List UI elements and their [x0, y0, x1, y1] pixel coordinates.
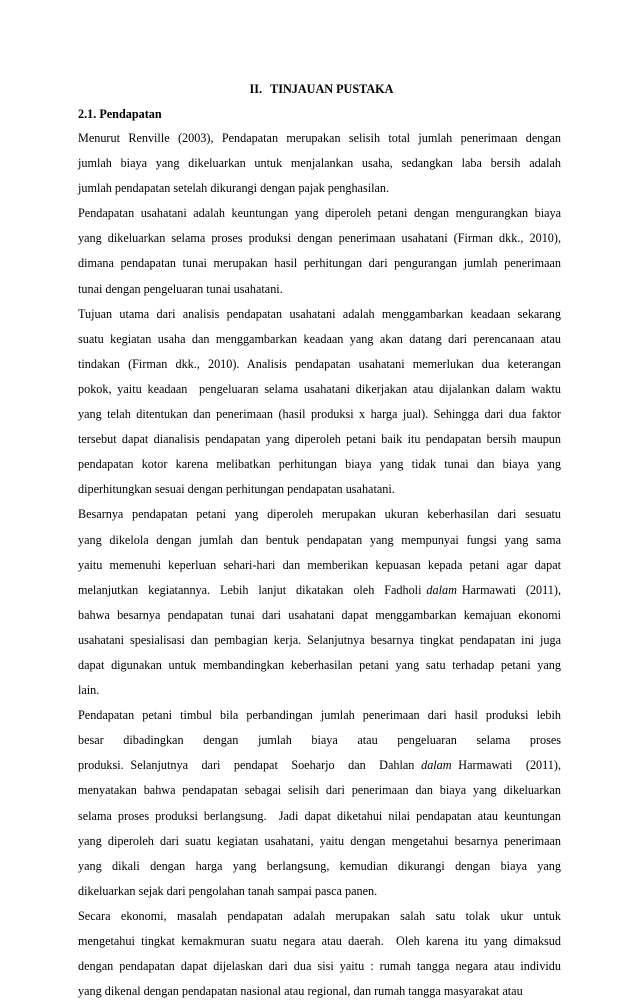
text-segment: tersebut dapat dianalisis pendapatan yang diperoleh petani baik itu pendapatan bersih maupun: [78, 432, 561, 447]
text-line: [78, 201, 561, 226]
text-segment: dapat digunakan untuk membandingkan keberhasilan petani yang satu terhadap petani yang: [78, 657, 561, 672]
text-line: [78, 929, 561, 954]
text-line: [78, 703, 561, 728]
text-segment: dikeluarkan sejak dari pengolahan tanah sampai pasca panen.: [78, 883, 378, 898]
text-segment: melanjutkan kegiatannya. Lebih lanjut dikatakan oleh Fadholi: [78, 582, 427, 597]
text-segment: yang dikelola dengan jumlah dan bentuk pendapatan yang mempunyai fungsi yang sama: [78, 532, 561, 547]
document-page: [78, 76, 561, 1004]
text-line: [78, 302, 561, 327]
text-line: [78, 176, 561, 201]
chapter-number: II.: [249, 82, 263, 96]
text-segment: besar dibadingkan dengan jumlah biaya atau pengeluaran selama proses: [78, 733, 561, 748]
text-segment: tunai dengan pengeluaran tunai usahatani.: [78, 281, 283, 296]
text-segment: jumlah pendapatan setelah dikurangi dengan pajak penghasilan.: [78, 181, 390, 196]
text-segment: yang dikali dengan harga yang berlangsung, kemudian dikurangi dengan biaya yang: [78, 858, 561, 873]
text-line: [78, 904, 561, 929]
paragraph: [78, 302, 561, 503]
text-line: [78, 804, 561, 829]
text-segment: yang diperoleh dari suatu kegiatan usahatani, yaitu dengan mengetahui besarnya penerimaan: [78, 833, 561, 848]
text-line: [78, 427, 561, 452]
text-segment: Secara ekonomi, masalah pendapatan adalah merupakan salah satu tolak ukur untuk: [78, 908, 561, 923]
text-line: [78, 126, 561, 151]
text-segment: jumlah biaya yang dikeluarkan untuk menjalankan usaha, sedangkan laba bersih adalah: [78, 156, 561, 171]
text-line: [78, 251, 561, 276]
text-segment: tindakan (Firman dkk., 2010). Analisis pendapatan usahatani memerlukan dua keterangan: [78, 356, 561, 371]
text-line: [78, 327, 561, 352]
text-segment: Pendapatan petani timbul bila perbandingan jumlah penerimaan dari hasil produksi lebih: [78, 708, 561, 723]
text-segment: yaitu memenuhi keperluan sehari-hari dan memberikan kepuasan kepada petani agar dapat: [78, 557, 561, 572]
chapter-title-text: TINJAUAN PUSTAKA: [270, 82, 394, 96]
text-line: [78, 402, 561, 427]
paragraph: [78, 201, 561, 301]
text-segment: selama proses produksi berlangsung. Jadi dapat diketahui nilai pendapatan atau keuntungan: [78, 808, 561, 823]
italic-term: dalam: [421, 758, 452, 773]
text-segment: Tujuan utama dari analisis pendapatan usahatani adalah menggambarkan keadaan sekarang: [78, 306, 561, 321]
text-segment: Harmawati (2011),: [451, 758, 561, 773]
text-line: [78, 628, 561, 653]
text-line: [78, 854, 561, 879]
text-line: [78, 452, 561, 477]
text-line: [78, 277, 561, 302]
text-segment: lain.: [78, 683, 100, 698]
paragraph: [78, 502, 561, 703]
text-line: [78, 753, 561, 778]
body-text: [78, 126, 561, 1004]
text-line: [78, 502, 561, 527]
text-segment: diperhitungkan sesuai dengan perhitungan pendapatan usahatani.: [78, 482, 395, 497]
text-segment: yang telah ditentukan dan penerimaan (hasil produksi x harga jual). Sehingga dari dua faktor: [78, 407, 561, 422]
text-segment: pokok, yaitu keadaan pengeluaran selama usahatani dikerjakan atau dijalankan dalam waktu: [78, 381, 561, 396]
text-segment: Menurut Renville (2003), Pendapatan merupakan selisih total jumlah penerimaan dengan: [78, 131, 561, 145]
chapter-title: [78, 76, 561, 103]
text-segment: dimana pendapatan tunai merupakan hasil perhitungan dari pengurangan jumlah penerimaan: [78, 256, 561, 271]
text-line: [78, 678, 561, 703]
text-line: [78, 728, 561, 753]
text-line: [78, 829, 561, 854]
text-segment: suatu kegiatan usaha dan menggambarkan keadaan yang akan datang dari perencanaan atau: [78, 331, 561, 346]
text-segment: Besarnya pendapatan petani yang diperoleh merupakan ukuran keberhasilan dari sesuatu: [78, 507, 561, 522]
text-segment: Pendapatan usahatani adalah keuntungan yang diperoleh petani dengan mengurangkan biaya: [78, 206, 561, 221]
text-segment: mengetahui tingkat kemakmuran suatu negara atau daerah. Oleh karena itu yang dimaksud: [78, 934, 561, 948]
text-line: [78, 553, 561, 578]
text-segment: yang dikeluarkan selama proses produksi dengan penerimaan usahatani (Firman dkk., 2010),: [78, 231, 561, 246]
paragraph: [78, 703, 561, 904]
text-line: [78, 578, 561, 603]
text-line: [78, 603, 561, 628]
paragraph: [78, 904, 561, 1004]
text-line: [78, 528, 561, 553]
text-line: [78, 226, 561, 251]
text-line: [78, 979, 561, 1004]
text-line: [78, 151, 561, 176]
text-line: [78, 954, 561, 979]
paragraph: [78, 126, 561, 201]
text-segment: yang dikenal dengan pendapatan nasional atau regional, dan rumah tangga masyarakat atau: [78, 984, 523, 999]
text-line: [78, 778, 561, 803]
text-segment: produksi. Selanjutnya dari pendapat Soeharjo dan Dahlan: [78, 758, 422, 773]
text-segment: Harmawati (2011),: [456, 582, 561, 597]
section-heading: 2.1. Pendapatan: [78, 107, 162, 121]
italic-term: dalam: [426, 582, 457, 597]
text-segment: usahatani spesialisasi dan pembagian kerja. Selanjutnya besarnya tingkat pendapatan ini juga: [78, 632, 561, 647]
text-segment: bahwa besarnya pendapatan tunai dari usahatani dapat menggambarkan kemajuan ekonomi: [78, 607, 561, 622]
text-segment: dengan pendapatan dapat dijelaskan dari dua sisi yaitu : rumah tangga negara atau individu: [78, 959, 561, 974]
text-segment: menyatakan bahwa pendapatan sebagai selisih dari penerimaan dan biaya yang dikeluarkan: [78, 783, 561, 798]
text-line: [78, 879, 561, 904]
text-line: [78, 653, 561, 678]
text-segment: pendapatan kotor karena melibatkan perhitungan biaya yang tidak tunai dan biaya yang: [78, 457, 561, 472]
text-line: [78, 377, 561, 402]
text-line: [78, 477, 561, 502]
text-line: [78, 352, 561, 377]
